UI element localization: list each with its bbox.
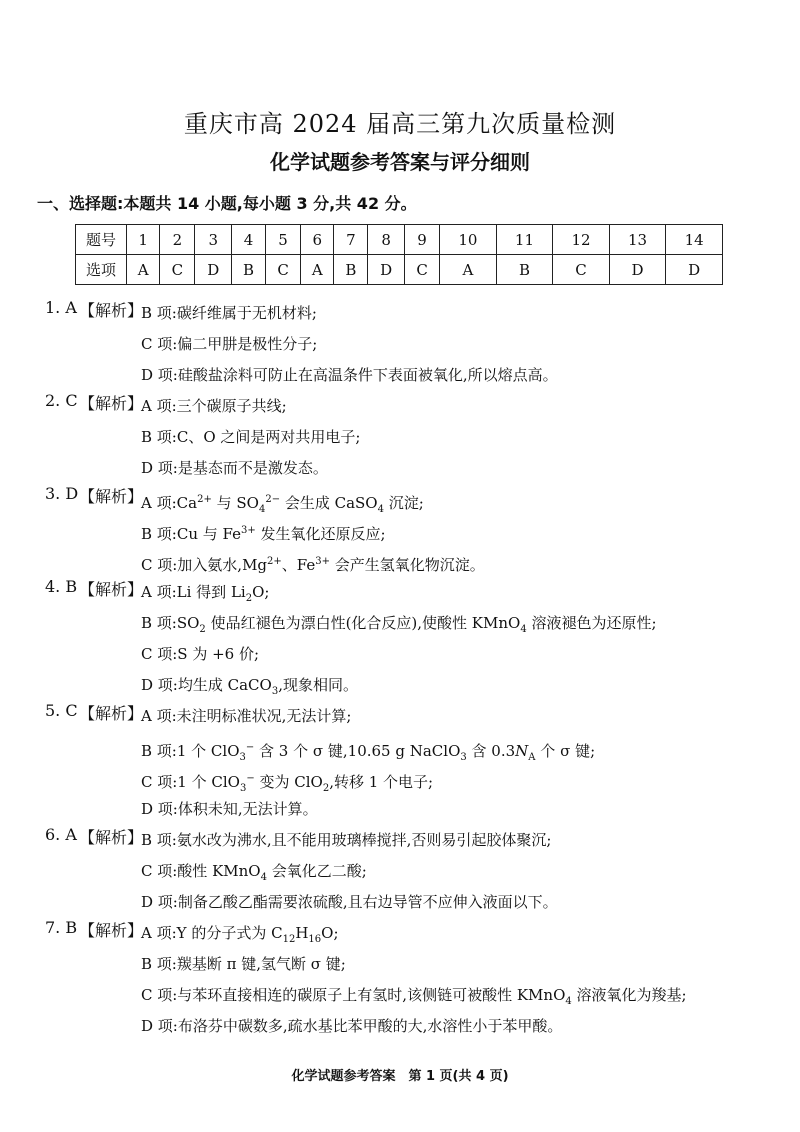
question-answer-label: 2. C <box>45 391 78 410</box>
question-number-cell: 6 <box>301 225 334 255</box>
explanation-item <box>0 484 800 577</box>
answer-cell: C <box>405 255 440 285</box>
explanation-line: C 项:偏二甲肼是极性分子; <box>141 335 318 353</box>
explanation-line: C 项:加入氨水$,Mg^{2+}$、$Fe^{3+}$ 会产生氢氧化物沉淀。 <box>141 556 485 574</box>
explanation-line: B 项:碳纤维属于无机材料; <box>141 304 317 322</box>
answer-cell: B <box>334 255 368 285</box>
answer-cell: D <box>609 255 666 285</box>
question-number-cell: 11 <box>496 225 553 255</box>
analysis-tag: 【解析】 <box>79 704 144 723</box>
explanation-line: A 项:三个碳原子共线; <box>141 397 287 415</box>
explanation-line: D 项:体积未知,无法计算。 <box>141 800 318 818</box>
answer-cell: A <box>301 255 334 285</box>
question-answer-label: 4. B <box>45 577 78 596</box>
question-number-cell: 7 <box>334 225 368 255</box>
explanation-line: C 项:1 个 ClO$_3$− 变为 ClO$_2$,转移 1 个电子; <box>141 773 434 794</box>
section-heading: 一、选择题:本题共 14 小题,每小题 3 分,共 42 分。 <box>37 194 417 213</box>
explanation-line: C 项:酸性 KMnO$_4$ 会氧化乙二酸; <box>141 862 367 883</box>
question-number-cell: 1 <box>127 225 160 255</box>
question-number-cell: 10 <box>440 225 497 255</box>
explanation-line: D 项:制备乙酸乙酯需要浓硫酸,且右边导管不应伸入液面以下。 <box>141 893 558 911</box>
explanation-line: D 项:均生成 CaCO$_3$,现象相同。 <box>141 676 358 697</box>
explanation-line: A 项:未注明标准状况,无法计算; <box>141 707 352 725</box>
answer-cell: C <box>160 255 195 285</box>
answer-cell: D <box>368 255 405 285</box>
question-number-cell: 9 <box>405 225 440 255</box>
explanation-item <box>0 391 800 484</box>
question-answer-label: 7. B <box>45 918 78 937</box>
question-number-cell: 12 <box>553 225 610 255</box>
analysis-tag: 【解析】 <box>79 394 144 413</box>
answer-cell: D <box>195 255 232 285</box>
explanation-line: C 项:与苯环直接相连的碳原子上有氢时,该侧链可被酸性 KMnO$_4$ 溶液氧化为羧基; <box>141 986 687 1007</box>
analysis-tag: 【解析】 <box>79 487 144 506</box>
document-subtitle: 化学试题参考答案与评分细则 <box>270 150 530 174</box>
explanation-line: C 项:S 为 +6 价; <box>141 645 260 663</box>
explanation-item <box>0 298 800 391</box>
explanation-item <box>0 701 800 825</box>
explanation-line: B 项:羰基断 π 键,氢气断 σ 键; <box>141 955 346 973</box>
explanation-line: A 项$:Ca^{2+}$ 与 $SO_4^{2-}$ 会生成 CaSO$_4$ 沉淀; <box>141 494 424 515</box>
answer-cell: A <box>127 255 160 285</box>
question-answer-label: 3. D <box>45 484 79 503</box>
answer-cell: C <box>553 255 610 285</box>
question-number-cell: 14 <box>666 225 723 255</box>
explanation-line: B 项:Cu 与 $Fe^{3+}$ 发生氧化还原反应; <box>141 525 386 543</box>
row-header-number: 题号 <box>76 225 127 255</box>
answer-cell: A <box>440 255 497 285</box>
explanation-line: D 项:是基态而不是激发态。 <box>141 459 328 477</box>
analysis-tag: 【解析】 <box>79 301 144 320</box>
question-number-cell: 13 <box>609 225 666 255</box>
explanation-item <box>0 577 800 701</box>
question-answer-label: 1. A <box>45 298 77 317</box>
explanation-line: A 项:Li 得到 $Li_2O$; <box>141 583 270 604</box>
explanation-item <box>0 825 800 918</box>
analysis-tag: 【解析】 <box>79 828 144 847</box>
explanation-list <box>0 298 800 1042</box>
explanation-line: B 项:氨水改为沸水,且不能用玻璃棒搅拌,否则易引起胶体聚沉; <box>141 831 552 849</box>
answer-cell: B <box>496 255 553 285</box>
question-number-cell: 3 <box>195 225 232 255</box>
question-number-cell: 2 <box>160 225 195 255</box>
analysis-tag: 【解析】 <box>79 580 144 599</box>
question-number-cell: 4 <box>232 225 266 255</box>
explanation-line: B 项$:SO_2$ 使品红褪色为漂白性(化合反应),使酸性 KMnO$_4$ 溶液褪色为还原性; <box>141 614 657 635</box>
answer-row <box>76 255 723 285</box>
explanation-line: B 项:C、O 之间是两对共用电子; <box>141 428 361 446</box>
question-number-cell: 5 <box>266 225 301 255</box>
answer-cell: D <box>666 255 723 285</box>
explanation-line: D 项:硅酸盐涂料可防止在高温条件下表面被氧化,所以熔点高。 <box>141 366 558 384</box>
analysis-tag: 【解析】 <box>79 921 144 940</box>
row-header-answer: 选项 <box>76 255 127 285</box>
answer-table <box>75 224 723 285</box>
question-number-row <box>76 225 723 255</box>
question-number-cell: 8 <box>368 225 405 255</box>
page-footer: 化学试题参考答案 第 1 页(共 4 页) <box>291 1069 509 1084</box>
question-answer-label: 5. C <box>45 701 78 720</box>
explanation-line: B 项:1 个 ClO$_3$− 含 3 个 σ 键,10.65 g NaClO$_3$ 含 $0.3N_A$ 个 σ 键; <box>141 742 596 763</box>
answer-cell: C <box>266 255 301 285</box>
explanation-line: A 项:Y 的分子式为 $C_{12}H_{16}O$; <box>141 924 339 945</box>
explanation-line: D 项:布洛芬中碳数多,疏水基比苯甲酸的大,水溶性小于苯甲酸。 <box>141 1017 563 1035</box>
document-title: 重庆市高 2024 届高三第九次质量检测 <box>183 110 617 138</box>
answer-cell: B <box>232 255 266 285</box>
explanation-item <box>0 918 800 1042</box>
question-answer-label: 6. A <box>45 825 77 844</box>
